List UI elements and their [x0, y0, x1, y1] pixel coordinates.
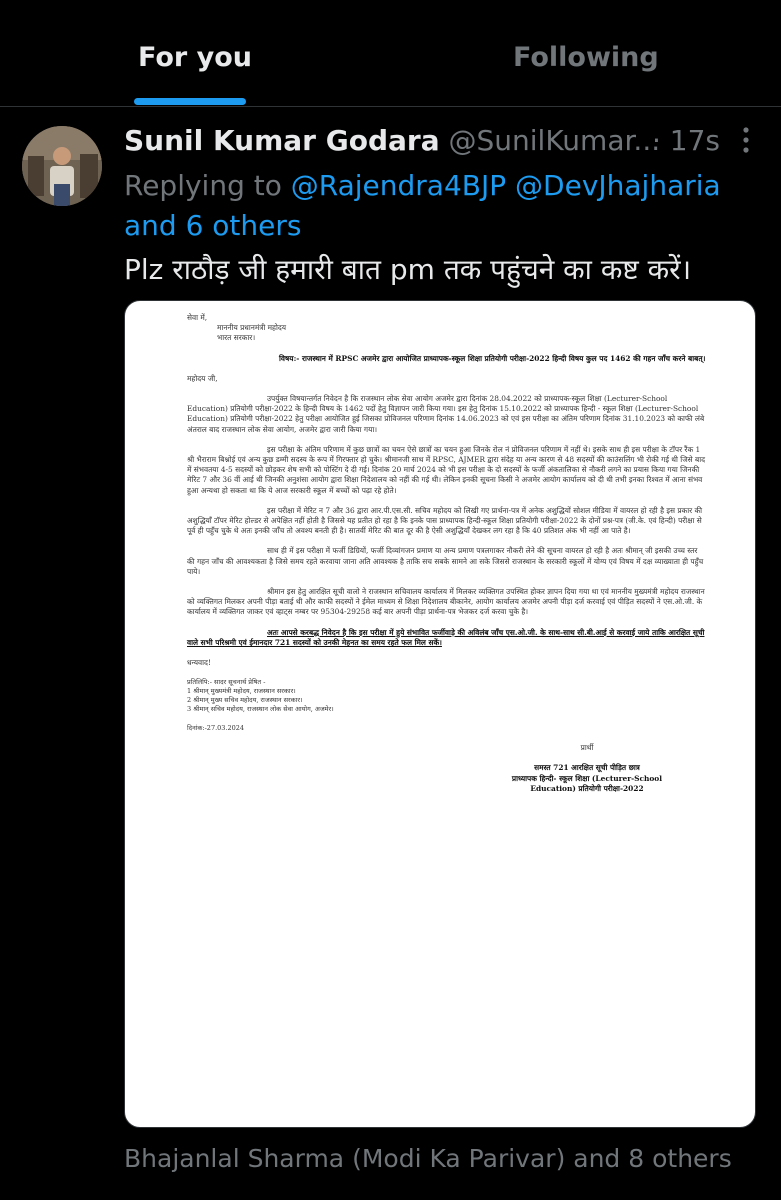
timeline-tabs [0, 0, 781, 107]
letter-para-3: इस परीक्षा में मेरिट न 7 और 36 द्वारा आर.पी.एस.सी. सचिव महोदय को लिखी गए प्रार्थना-पत्र में अनेक अशुद्धियों सोशल मीडिया में वायरल हो रही है इस प्रकार की अशुद्धियाँ टॉपर मेरिट होल्डर से अपेक्षित नहीं होती है जिससे यह प्रतीत हो रहा है कि इनके पास प्राध्यापक हिन्दी-स्कूल शिक्षा प्रतियोगी परीक्षा-2022 के दोनों प्रश्न-पत्र (जी.के. एवं हिन्दी) परीक्षा से पूर्व ही पहुँच चुके थे अतः इनकी जाँच तो अवश्य बनती ही है। सातवीं मेरिट की बात दूर की है ऐसी अशुद्धियाँ देखकर लग रहा है कि 40 प्रतिशत अंक भी नहीं आ पाते है। [187, 505, 703, 536]
letter-para-4: साथ ही में इस परीक्षा में फर्जी डिग्रियों, फर्जी दिव्यांगजन प्रमाण या अन्य प्रमाण पत्रलगाकर नौकरी लेने की सूचना वायरल हो रही है अतः श्रीमान् जी इसकी उच्च स्तर की गहन जाँच की आवश्यकता है जिसे समय रहते करवाया जाना अति आवश्यक है ताकि सच सबके सामने आ सके जिससे राजस्थान के सरकारी स्कूलों में योग्य एवं विषय में दक्ष व्याख्याता ही पहुँच पाये। [187, 546, 704, 576]
letter-sig-line1: समस्त 721 आरक्षित सूची पीड़ित छात्र [534, 763, 640, 773]
letter-salutation: महोदय जी, [187, 373, 218, 383]
letter-subject: विषय:- राजस्थान में RPSC अजमेर द्वारा आयोजित प्राध्यापक-स्कूल शिक्षा प्रतियोगी परीक्षा-2022 हिन्दी विषय कुल पद 1462 की गहन जाँच करने बाबत्। [279, 353, 706, 363]
letter-to-line1: माननीय प्रधानमंत्री महोदय [217, 323, 287, 333]
tab-following[interactable]: Following [513, 42, 659, 73]
replying-prefix: Replying to [124, 169, 282, 202]
letter-copy-list [187, 678, 707, 714]
mention-link-rajendra[interactable]: @Rajendra4BJP [290, 169, 507, 202]
tweet-image[interactable] [124, 300, 756, 1128]
letter-signature [487, 763, 687, 794]
mention-others-link[interactable]: and 6 others [124, 209, 302, 242]
letter-to-label: सेवा में, [187, 313, 208, 322]
letter-para-6: अतः आपसे करबद्ध निवेदन है कि इस परीक्षा में हुये संभावित फर्जीवाड़े की अविलंब जाँच एस.ओ.जी. के साथ-साथ सी.बी.आई से करवाई जाये ताकि आरक्षित सूची वाले सभी परिश्रमी एवं ईमानदार 721 सदस्यों को उनकी मेहनत का समय रहते फल मिल सकें। [187, 627, 705, 647]
letter-copy-1: 1 श्रीमान् मुख्यमंत्री महोदय, राजस्थान सरकार। [187, 687, 296, 696]
user-handle[interactable]: @SunilKumar... [448, 124, 661, 157]
tweet-header [124, 124, 660, 157]
more-options-icon[interactable] [728, 122, 764, 158]
letter-copy-label: प्रतिलिपि:- सादर सूचनार्थ प्रेषित - [187, 678, 266, 687]
tweet-text: Plz राठौड़ जी हमारी बात pm तक पहुंचने का कष्ट करें। [124, 253, 692, 286]
avatar[interactable] [22, 126, 102, 206]
letter-prarthi: प्रार्थी [580, 743, 594, 753]
tweet-timestamp[interactable]: · 17s [652, 124, 721, 157]
tab-for-you[interactable]: For you [138, 42, 252, 73]
letter-para-2: इस परीक्षा के अंतिम परिणाम में कुछ छात्रों का चयन ऐसे छात्रों का चयन हुआ जिनके रोल नं प्रोविजनल परिणाम में नहीं थे। इसके साथ ही इस परीक्षा के टॉपर रैंक 1 श्री भैराराम बिश्नोई एवं अन्य कुछ डम्मी सदस्य के रूप में गिरफ्तार हो चुके। श्रीमानजी साथ में RPSC, AJMER द्वारा संदेह या अन्य कारण से 48 सदस्यों की काउंसलिंग भी रोकी गई थी जिसे बाद में संभवतया 4-5 सदस्यों को छोड़कर शेष सभी को पोस्टिंग दे दी गई। दिनांक 20 मार्च 2024 को भी इस परीक्षा के दो सदस्यों के फर्जी अंकतालिका से नौकरी लगने का प्रयास किया गया जिनकी मेरिट 7 और 36 वीं आई थी जिनकी अनुशंसा आयोग द्वारा शिक्षा निदेशालय को नहीं की गई थी। लेकिन इनकी सूचना किसी ने अजमेर आयोग कार्यालय को दी थी तभी इनका रिश्वत में आना संभव हुआ अन्यथा हो सकता था कि ये आज सरकारी स्कूल में बच्चों को पढ़ा रहे होते। [187, 444, 706, 495]
liked-by-text[interactable]: Bhajanlal Sharma (Modi Ka Parivar) and 8 others [124, 1144, 732, 1173]
mention-link-devjhajharia[interactable]: @DevJhajharia [515, 169, 721, 202]
active-tab-indicator [134, 98, 246, 105]
letter-sig-line2: प्राध्यापक हिन्दी- स्कूल शिक्षा (Lecturer-School [511, 773, 663, 783]
letter-document [187, 313, 707, 804]
replying-to [124, 166, 744, 246]
letter-to [187, 313, 707, 344]
letter-para-5: श्रीमान इस हेतु आरक्षित सूची वालो ने राजस्थान सचिवालय कार्यालय में मिलकर व्यक्तिगत उपस्थित होकर ज्ञापन दिया गया था एवं माननीय मुख्यमंत्री महोदय राजस्थान को व्यक्तिगत मिलकर अपनी पीड़ा बताई थी और काफी सदस्यों ने ईमेल माध्यम से शिक्षा निदेशालय बीकानेर, आयोग कार्यालय अजमेर अपनी पीड़ा दर्ज करवाई एवं पीड़ित सदस्यों ने एस.ओ.जी. के कार्यालय में व्यक्तिगत जाकर एवं व्हाट्स नम्बर पर 95304-29258 कई बार अपनी पीड़ा प्रार्थना-पत्र भेजकर दर्ज करवा चुके है। [187, 587, 705, 617]
letter-date: दिनांक:-27.03.2024 [187, 724, 245, 733]
letter-copy-2: 2 श्रीमान् मुख्य सचिव महोदय, राजस्थान सरकार। [187, 696, 303, 705]
letter-sig-line3: Education) प्रतियोगी परीक्षा-2022 [530, 783, 644, 793]
letter-para-1: उपर्युक्त विषयान्तर्गत निवेदन है कि राजस्थान लोक सेवा आयोग अजमेर द्वारा दिनांक 28.04.2022 को प्राध्यापक-स्कूल शिक्षा (Lecturer-School Education) प्रतियोगी परीक्षा-2022 के हिन्दी विषय के 1462 पदों हेतु विज्ञापन जारी किया गया। इस हेतु दिनांक 15.10.2022 को प्राध्यापक हिन्दी - स्कूल शिक्षा (Lecturer-School Education) प्रतियोगी परीक्षा-2022 हेतु परीक्षा आयोजित हुई जिसका प्रोविजनल परिणाम दिनांक 14.06.2023 को एवं इस परीक्षा का अंतिम परिणाम दिनांक 31.10.2023 को काफी लंबे अंतराल बाद राजस्थान लोक सेवा आयोग, अजमेर द्वारा जारी किया गया। [187, 394, 705, 434]
display-name[interactable]: Sunil Kumar Godara [124, 124, 440, 157]
letter-thanks: धन्यवाद! [187, 658, 211, 668]
letter-copy-3: 3 श्रीमान् सचिव महोदय, राजस्थान लोक सेवा आयोग, अजमेर। [187, 705, 334, 714]
letter-to-line2: भारत सरकार। [217, 333, 256, 343]
